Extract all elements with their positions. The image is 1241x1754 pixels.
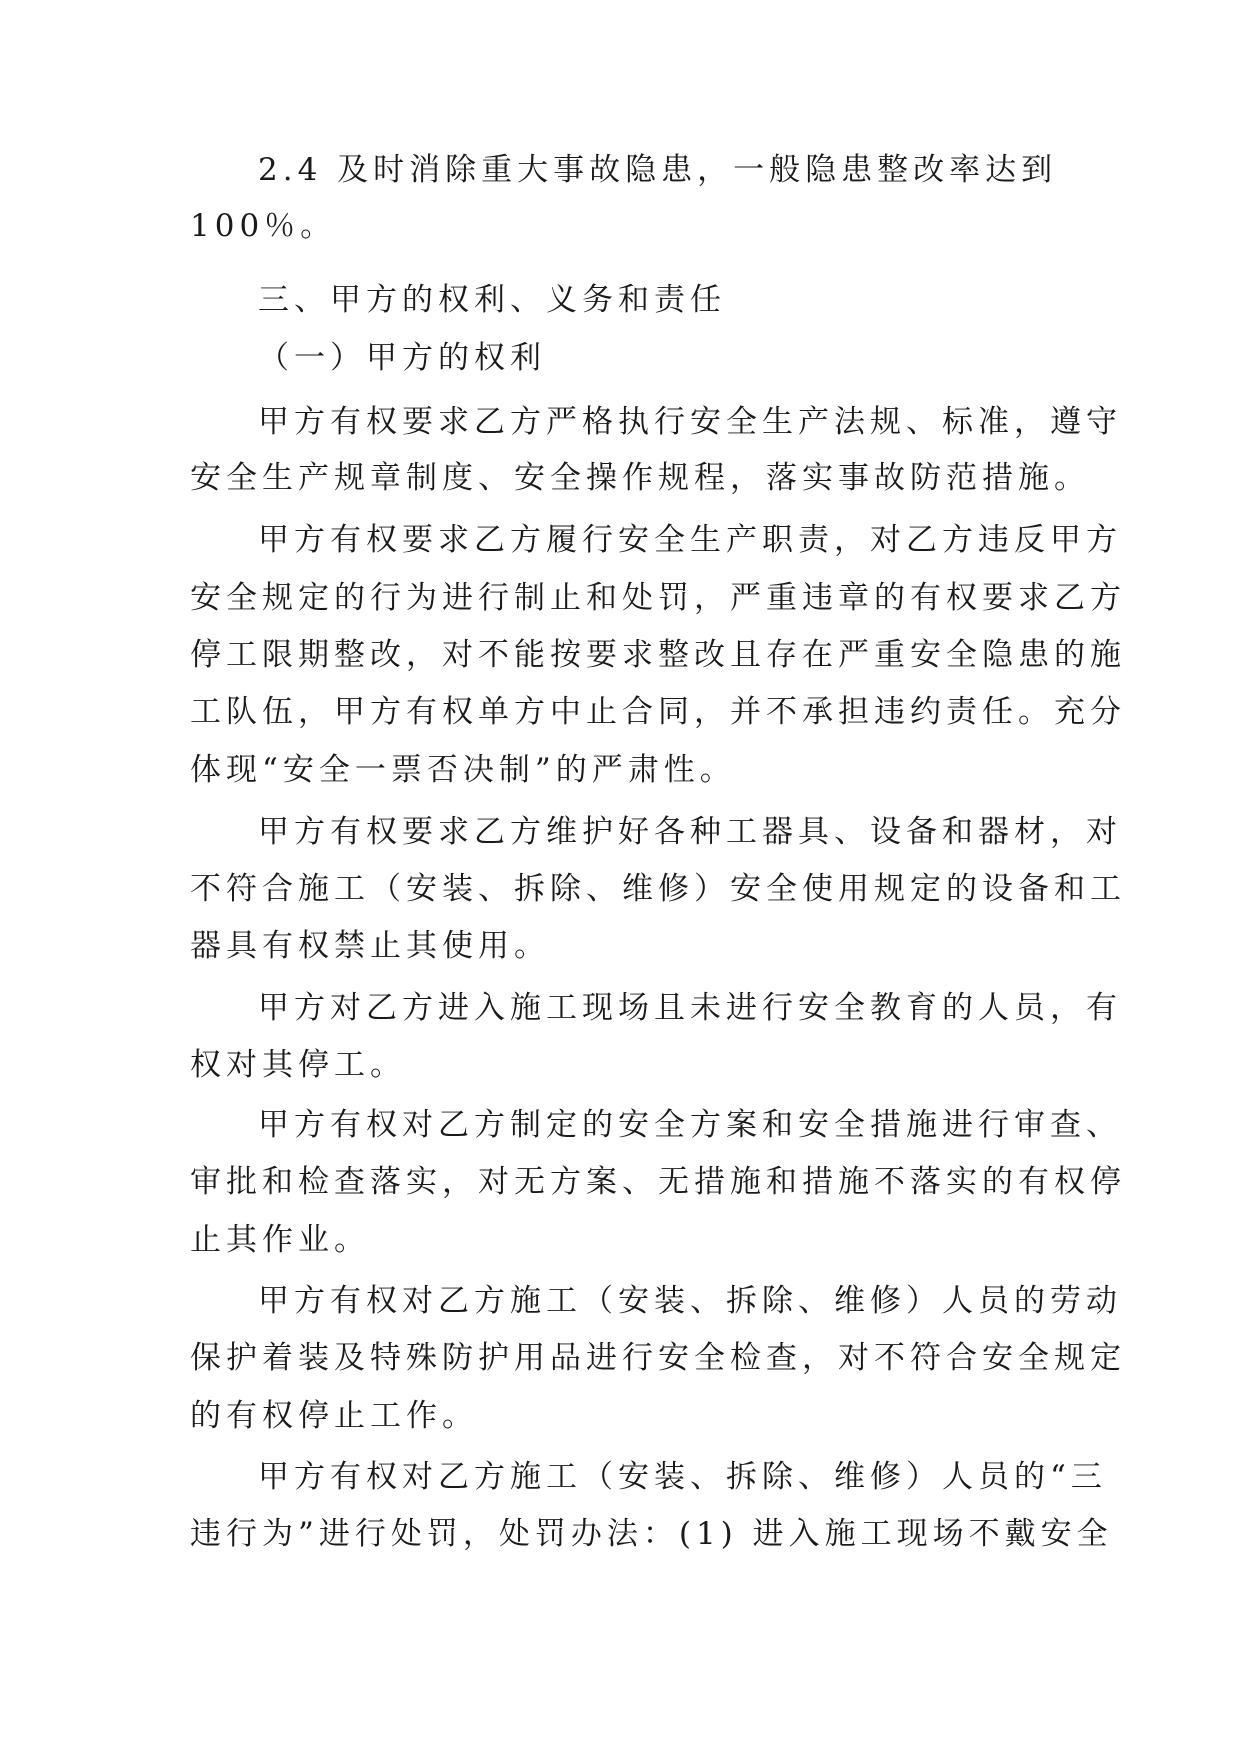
text-line: 不符合施工（安装、拆除、维修）安全使用规定的设备和工	[190, 871, 1126, 907]
text-line: 保护着装及特殊防护用品进行安全检查，对不符合安全规定	[190, 1340, 1126, 1376]
text-line: 违行为”进行处罚，处罚办法：(1) 进入施工现场不戴安全	[190, 1516, 1113, 1552]
text-line: 审批和检查落实，对无方案、无措施和措施不落实的有权停	[190, 1164, 1126, 1200]
text-line: 权对其停工。	[190, 1047, 406, 1083]
text-line: 甲方有权对乙方施工（安装、拆除、维修）人员的“三	[258, 1459, 1107, 1495]
text-line: 2.4 及时消除重大事故隐患，一般隐患整改率达到	[258, 152, 1058, 188]
text-line: 甲方对乙方进入施工现场且未进行安全教育的人员，有	[258, 990, 1122, 1026]
text-line: 100％。	[190, 208, 337, 244]
section-heading: 三、甲方的权利、义务和责任	[258, 282, 726, 318]
text-line: 器具有权禁止其使用。	[190, 928, 550, 964]
text-line: 体现“安全一票否决制”的严肃性。	[190, 752, 736, 788]
text-line: 停工限期整改，对不能按要求整改且存在严重安全隐患的施	[190, 637, 1126, 673]
text-line: 甲方有权对乙方施工（安装、拆除、维修）人员的劳动	[258, 1283, 1122, 1319]
text-line: 甲方有权对乙方制定的安全方案和安全措施进行审查、	[258, 1107, 1122, 1143]
text-line: 工队伍，甲方有权单方中止合同，并不承担违约责任。充分	[190, 694, 1126, 730]
text-line: 的有权停止工作。	[190, 1398, 478, 1434]
subsection-heading: （一）甲方的权利	[258, 340, 546, 376]
text-line: 甲方有权要求乙方维护好各种工器具、设备和器材，对	[258, 814, 1122, 850]
text-line: 甲方有权要求乙方履行安全生产职责，对乙方违反甲方	[258, 522, 1122, 558]
text-line: 甲方有权要求乙方严格执行安全生产法规、标准，遵守	[258, 404, 1122, 440]
text-line: 止其作业。	[190, 1222, 370, 1258]
text-line: 安全规定的行为进行制止和处罚，严重违章的有权要求乙方	[190, 580, 1126, 616]
text-line: 安全生产规章制度、安全操作规程，落实事故防范措施。	[190, 460, 1090, 496]
